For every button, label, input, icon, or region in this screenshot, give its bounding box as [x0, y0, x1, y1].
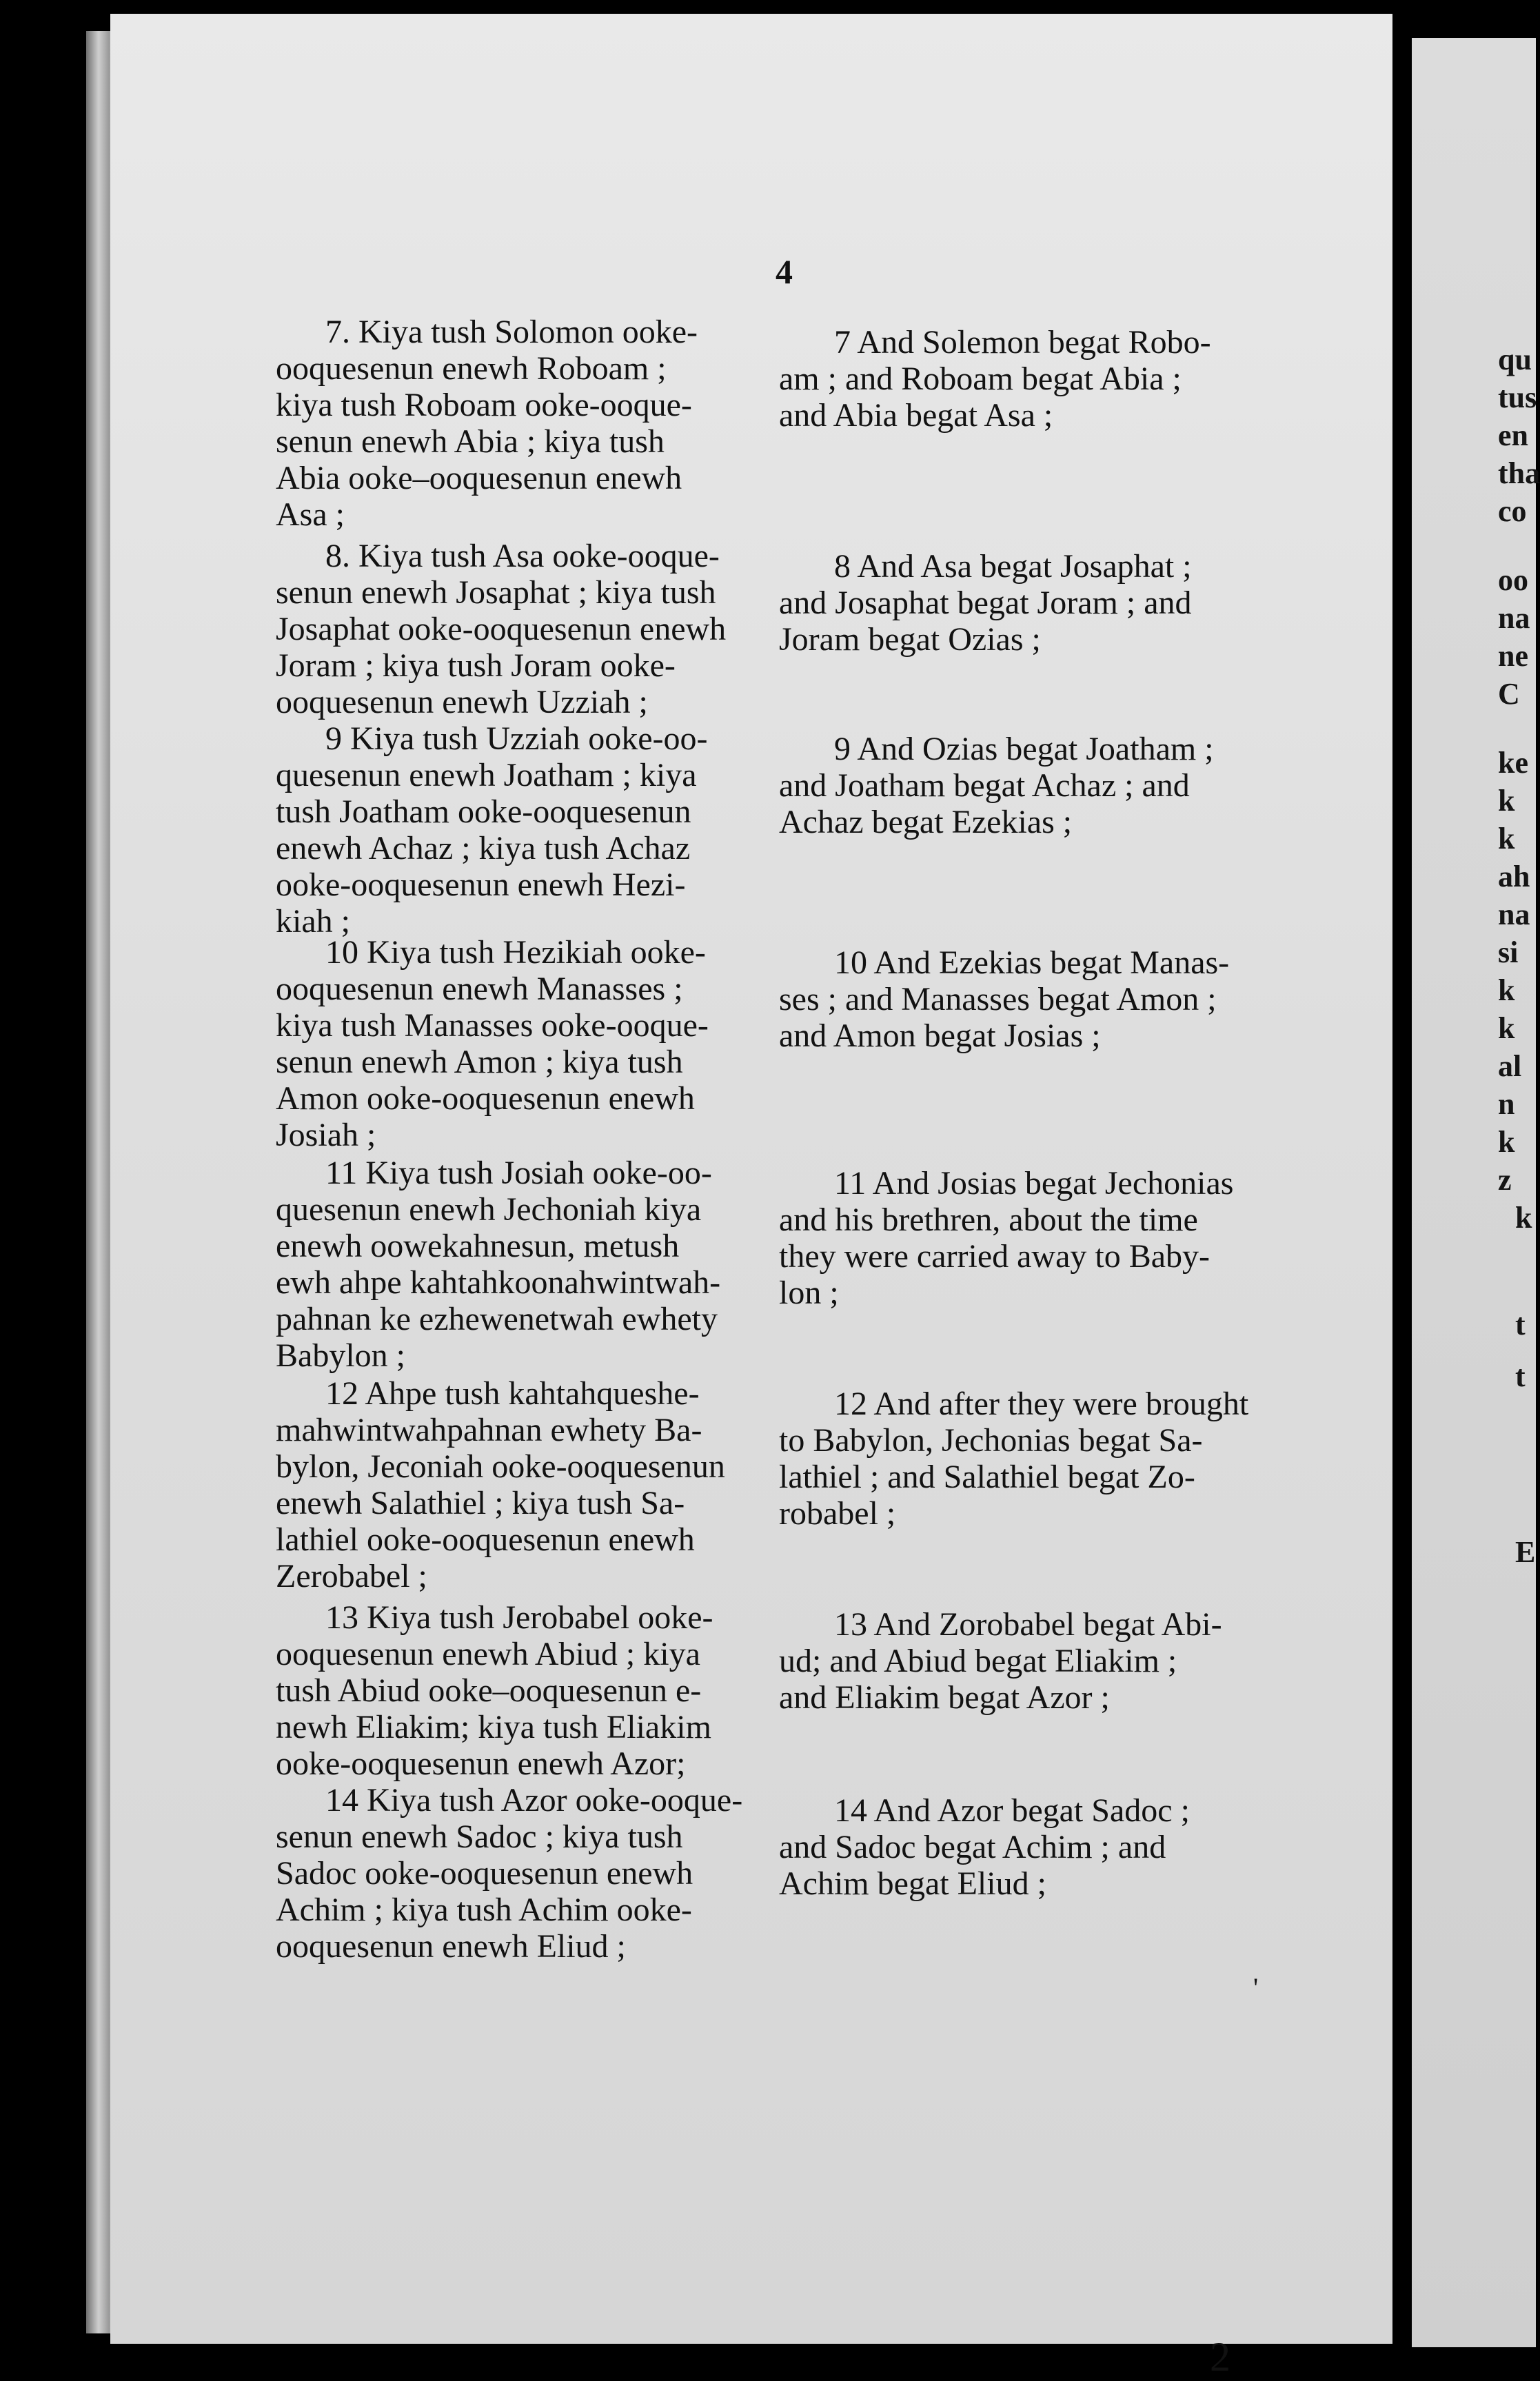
verse-line: ooquesenun enewh Abiud ; kiya — [276, 1636, 700, 1672]
verse-line: and Amon begat Josias ; — [779, 1017, 1101, 1054]
native-verse — [276, 1155, 720, 1374]
adjacent-page-text: al — [1498, 1049, 1522, 1083]
verse-line: lon ; — [779, 1275, 839, 1311]
native-verse — [276, 538, 726, 720]
verse-line: to Babylon, Jechonias begat Sa- — [779, 1422, 1203, 1459]
adjacent-page-text: ne — [1498, 639, 1528, 673]
verse-line: senun enewh Abia ; kiya tush — [276, 423, 665, 460]
english-verse — [779, 1165, 1233, 1311]
adjacent-page-text: en — [1498, 418, 1528, 452]
native-verse — [276, 720, 708, 940]
native-verse — [276, 1375, 725, 1594]
adjacent-page-text: k — [1515, 1201, 1532, 1235]
verse-line: 12 Ahpe tush kahtahqueshe- — [325, 1375, 700, 1412]
verse-line: ooke-ooquesenun enewh Azor; — [276, 1745, 686, 1782]
verse-line: 8 And Asa begat Josaphat ; — [834, 548, 1192, 585]
verse-line: kiya tush Manasses ooke-ooque- — [276, 1007, 709, 1044]
verse-line: 11 Kiya tush Josiah ooke-oo- — [325, 1155, 712, 1191]
english-verse — [779, 1606, 1222, 1716]
verse-line: ooquesenun enewh Eliud ; — [276, 1928, 626, 1965]
verse-line: Abia ooke–ooquesenun enewh — [276, 460, 682, 496]
verse-line: pahnan ke ezhewenetwah ewhety — [276, 1301, 718, 1337]
verse-line: Babylon ; — [276, 1337, 405, 1374]
english-verse — [779, 1386, 1248, 1532]
verse-line: 11 And Josias begat Jechonias — [834, 1165, 1234, 1202]
verse-line: lathiel ; and Salathiel begat Zo- — [779, 1459, 1195, 1495]
verse-line: ewh ahpe kahtahkoonahwintwah- — [276, 1264, 721, 1301]
adjacent-page-text: k — [1498, 1011, 1515, 1045]
verse-line: Josaphat ooke-ooquesenun enewh — [276, 611, 727, 647]
verse-line: ooquesenun enewh Uzziah ; — [276, 684, 648, 720]
adjacent-page-text: k — [1498, 822, 1515, 855]
verse-line: enewh oowekahnesun, metush — [276, 1228, 680, 1264]
verse-line: they were carried away to Baby- — [779, 1238, 1210, 1275]
verse-line: 9 And Ozias begat Joatham ; — [834, 731, 1214, 767]
page-number: 4 — [776, 252, 793, 291]
verse-line: Sadoc ooke-ooquesenun enewh — [276, 1855, 693, 1892]
verse-line: Achaz begat Ezekias ; — [779, 804, 1073, 840]
verse-line: 13 And Zorobabel begat Abi- — [834, 1606, 1222, 1643]
verse-line: am ; and Roboam begat Abia ; — [779, 361, 1182, 397]
verse-line: 7 And Solemon begat Robo- — [834, 324, 1211, 361]
verse-line: tush Joatham ooke-ooquesenun — [276, 793, 691, 830]
english-verse — [779, 1792, 1190, 1902]
verse-line: 9 Kiya tush Uzziah ooke-oo- — [325, 720, 708, 757]
native-verse — [276, 314, 698, 533]
verse-line: enewh Achaz ; kiya tush Achaz — [276, 830, 691, 867]
english-verse — [779, 944, 1229, 1054]
verse-line: quesenun enewh Jechoniah kiya — [276, 1191, 702, 1228]
verse-line: 12 And after they were brought — [834, 1386, 1249, 1422]
verse-line: robabel ; — [779, 1495, 896, 1532]
english-verse — [779, 324, 1211, 434]
adjacent-page-text: t — [1515, 1308, 1526, 1341]
verse-line: Amon ooke-ooquesenun enewh — [276, 1080, 695, 1117]
adjacent-page-text: na — [1498, 601, 1530, 635]
verse-line: Achim ; kiya tush Achim ooke- — [276, 1892, 692, 1928]
verse-line: 14 And Azor begat Sadoc ; — [834, 1792, 1190, 1829]
verse-line: 8. Kiya tush Asa ooke-ooque- — [325, 538, 720, 574]
page-gutter — [1392, 14, 1412, 2344]
verse-line: lathiel ooke-ooquesenun enewh — [276, 1521, 695, 1558]
adjacent-page-text: ah — [1498, 860, 1530, 893]
adjacent-page-text: qu — [1498, 343, 1532, 376]
adjacent-page-text: k — [1498, 784, 1515, 818]
verse-line: ooquesenun enewh Manasses ; — [276, 971, 683, 1007]
verse-line: ud; and Abiud begat Eliakim ; — [779, 1643, 1177, 1679]
adjacent-page-text: na — [1498, 898, 1530, 931]
adjacent-page-text: oo — [1498, 563, 1528, 597]
verse-line: kiya tush Roboam ooke-ooque- — [276, 387, 692, 423]
verse-line: Joram ; kiya tush Joram ooke- — [276, 647, 676, 684]
verse-line: newh Eliakim; kiya tush Eliakim — [276, 1709, 711, 1745]
verse-line: senun enewh Josaphat ; kiya tush — [276, 574, 716, 611]
verse-line: 7. Kiya tush Solomon ooke- — [325, 314, 698, 350]
adjacent-page-text: co — [1498, 494, 1527, 528]
adjacent-page-text: E — [1515, 1535, 1536, 1569]
verse-line: bylon, Jeconiah ooke-ooquesenun — [276, 1448, 725, 1485]
verse-line: senun enewh Amon ; kiya tush — [276, 1044, 683, 1080]
verse-line: and Josaphat begat Joram ; and — [779, 585, 1192, 621]
verse-line: ooke-ooquesenun enewh Hezi- — [276, 867, 686, 903]
verse-line: and Joatham begat Achaz ; and — [779, 767, 1190, 804]
adjacent-page-text: n — [1498, 1087, 1515, 1121]
adjacent-page-text: tus — [1498, 381, 1537, 414]
ink-mark-bottom: 2 — [1210, 2334, 1230, 2380]
verse-line: ooquesenun enewh Roboam ; — [276, 350, 667, 387]
verse-line: kiah ; — [276, 903, 350, 940]
verse-line: tush Abiud ooke–ooquesenun e- — [276, 1672, 702, 1709]
native-verse — [276, 1599, 713, 1782]
adjacent-page-text: ke — [1498, 746, 1528, 780]
verse-line: Asa ; — [276, 496, 345, 533]
verse-line: and Eliakim begat Azor ; — [779, 1679, 1110, 1716]
verse-line: Achim begat Eliud ; — [779, 1865, 1046, 1902]
adjacent-page-text: k — [1498, 973, 1515, 1007]
verse-line: Josiah ; — [276, 1117, 376, 1153]
native-verse — [276, 934, 709, 1153]
verse-line: Joram begat Ozias ; — [779, 621, 1041, 658]
verse-line: 10 And Ezekias begat Manas- — [834, 944, 1230, 981]
adjacent-page-text: si — [1498, 935, 1519, 969]
verse-line: mahwintwahpahnan ewhety Ba- — [276, 1412, 702, 1448]
english-verse — [779, 731, 1214, 840]
adjacent-page-text: z — [1498, 1163, 1512, 1197]
verse-line: and Abia begat Asa ; — [779, 397, 1053, 434]
ink-mark: ' — [1253, 1972, 1259, 2003]
verse-line: and Sadoc begat Achim ; and — [779, 1829, 1166, 1865]
native-verse — [276, 1782, 742, 1965]
adjacent-page-text: C — [1498, 677, 1520, 711]
verse-line: and his brethren, about the time — [779, 1202, 1198, 1238]
verse-line: enewh Salathiel ; kiya tush Sa- — [276, 1485, 685, 1521]
verse-line: 10 Kiya tush Hezikiah ooke- — [325, 934, 706, 971]
english-verse — [779, 548, 1192, 658]
verse-line: 13 Kiya tush Jerobabel ooke- — [325, 1599, 713, 1636]
verse-line: 14 Kiya tush Azor ooke-ooque- — [325, 1782, 743, 1818]
verse-line: quesenun enewh Joatham ; kiya — [276, 757, 697, 793]
adjacent-page-text: t — [1515, 1359, 1526, 1393]
verse-line: Zerobabel ; — [276, 1558, 427, 1594]
adjacent-page-text: tha — [1498, 456, 1540, 490]
verse-line: senun enewh Sadoc ; kiya tush — [276, 1818, 683, 1855]
verse-line: ses ; and Manasses begat Amon ; — [779, 981, 1217, 1017]
adjacent-page-fragment — [1412, 38, 1540, 2347]
adjacent-page-text: k — [1498, 1125, 1515, 1159]
